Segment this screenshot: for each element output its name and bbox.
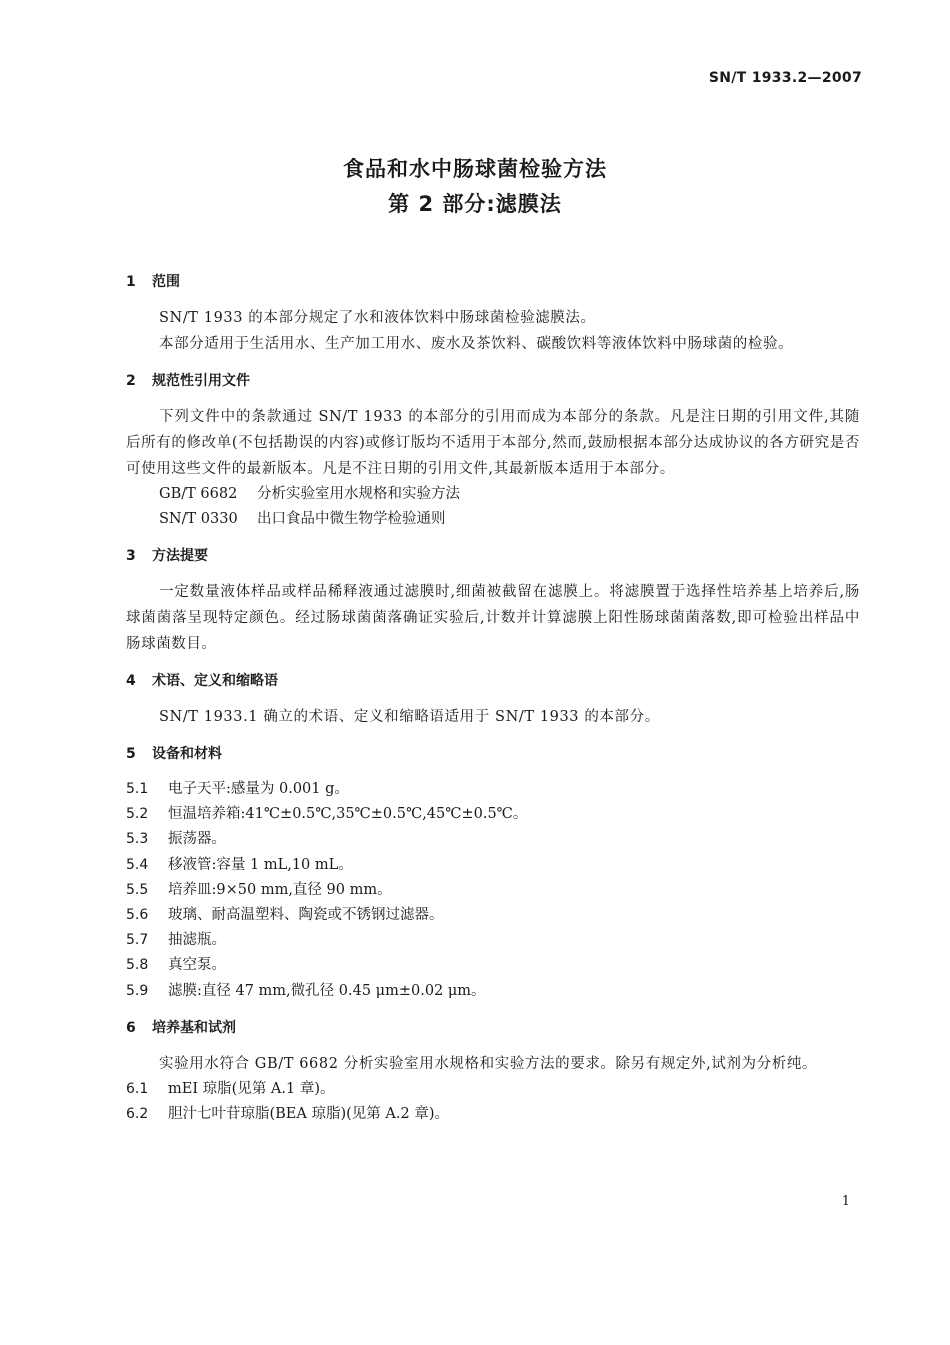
section-title: 培养基和试剂	[152, 1019, 236, 1036]
item-number: 5.6	[126, 907, 149, 924]
item-number: 5.9	[126, 982, 149, 999]
section-number: 5	[126, 746, 136, 762]
document-subtitle: 第 2 部分:滤膜法	[388, 192, 562, 216]
item-number: 5.3	[126, 831, 149, 848]
paragraph: 本部分适用于生活用水、生产加工用水、废水及茶饮料、碳酸饮料等液体饮料中肠球菌的检验。	[159, 336, 794, 352]
item-number: 5.1	[126, 781, 149, 797]
list-item	[126, 928, 860, 953]
item-text: 抽滤瓶。	[168, 932, 226, 949]
item-text: 恒温培养箱:41℃±0.5℃,35℃±0.5℃,45℃±0.5℃。	[168, 806, 528, 823]
list-item	[126, 1077, 860, 1102]
item-text: mEI 琼脂(见第 A.1 章)。	[168, 1080, 335, 1097]
item-number: 6.2	[126, 1106, 149, 1123]
item-number: 5.2	[126, 806, 149, 823]
item-text: 移液管:容量 1 mL,10 mL。	[168, 856, 353, 873]
list-item	[126, 953, 860, 978]
page-number: 1	[841, 1194, 850, 1209]
section-heading-6	[126, 1017, 860, 1039]
section-title: 方法提要	[152, 548, 208, 564]
list-item	[126, 853, 860, 878]
list-item	[126, 878, 860, 903]
reference-item	[126, 507, 860, 532]
item-number: 5.7	[126, 932, 149, 949]
list-item	[126, 979, 860, 1004]
section-title: 范围	[152, 274, 180, 290]
item-text: 真空泵。	[168, 957, 226, 974]
list-item	[126, 802, 860, 827]
item-number: 5.5	[126, 881, 149, 898]
reference-item	[126, 482, 860, 507]
section-number: 6	[126, 1019, 136, 1036]
section-title: 术语、定义和缩略语	[152, 673, 278, 689]
document-body	[126, 271, 860, 1127]
section-number: 1	[126, 274, 136, 290]
section-title: 设备和材料	[152, 746, 222, 762]
document-title: 食品和水中肠球菌检验方法	[343, 157, 607, 181]
list-item	[126, 1102, 860, 1127]
item-text: 振荡器。	[168, 831, 226, 848]
item-number: 6.1	[126, 1080, 149, 1097]
reference-code: GB/T 6682	[159, 486, 238, 502]
section-heading-5	[126, 743, 860, 765]
paragraph: 实验用水符合 GB/T 6682 分析实验室用水规格和实验方法的要求。除另有规定外,试剂为分析纯。	[159, 1055, 818, 1072]
section-number: 4	[126, 673, 136, 689]
reference-title: 出口食品中微生物学检验通则	[257, 511, 446, 527]
paragraph: SN/T 1933 的本部分规定了水和液体饮料中肠球菌检验滤膜法。	[159, 310, 596, 326]
item-number: 5.4	[126, 856, 149, 873]
reference-title: 分析实验室用水规格和实验方法	[257, 486, 460, 502]
paragraph: 下列文件中的条款通过 SN/T 1933 的本部分的引用而成为本部分的条款。凡是注日期的引用文件,其随后所有的修改单(不包括勘误的内容)或修订版均不适用于本部分,然而,鼓励根据本部分达成协议的各方研究是否可使用这些文件的最新版本。凡是不注日期的引用文件,其最新版本适用于本部分。	[126, 409, 860, 477]
section-heading-4	[126, 670, 860, 692]
list-item	[126, 903, 860, 928]
section-number: 2	[126, 373, 136, 389]
item-text: 培养皿:9×50 mm,直径 90 mm。	[168, 881, 392, 898]
section-heading-1	[126, 271, 860, 293]
reference-code: SN/T 0330	[159, 511, 238, 527]
item-text: 玻璃、耐高温塑料、陶瓷或不锈钢过滤器。	[168, 907, 444, 924]
section-title: 规范性引用文件	[152, 373, 250, 389]
item-text: 胆汁七叶苷琼脂(BEA 琼脂)(见第 A.2 章)。	[168, 1106, 449, 1123]
standard-code: SN/T 1933.2—2007	[708, 70, 862, 86]
item-text: 电子天平:感量为 0.001 g。	[168, 781, 349, 797]
section-number: 3	[126, 548, 136, 564]
paragraph: SN/T 1933.1 确立的术语、定义和缩略语适用于 SN/T 1933 的本部分。	[159, 709, 660, 725]
list-item	[126, 777, 860, 802]
section-heading-2	[126, 370, 860, 392]
list-item	[126, 827, 860, 852]
paragraph: 一定数量液体样品或样品稀释液通过滤膜时,细菌被截留在滤膜上。将滤膜置于选择性培养基上培养后,肠球菌菌落呈现特定颜色。经过肠球菌菌落确证实验后,计数并计算滤膜上阳性肠球菌菌落数,即可检验出样品中肠球菌数目。	[126, 584, 860, 652]
item-number: 5.8	[126, 957, 149, 974]
section-heading-3	[126, 545, 860, 567]
item-text: 滤膜:直径 47 mm,微孔径 0.45 μm±0.02 μm。	[168, 982, 486, 999]
